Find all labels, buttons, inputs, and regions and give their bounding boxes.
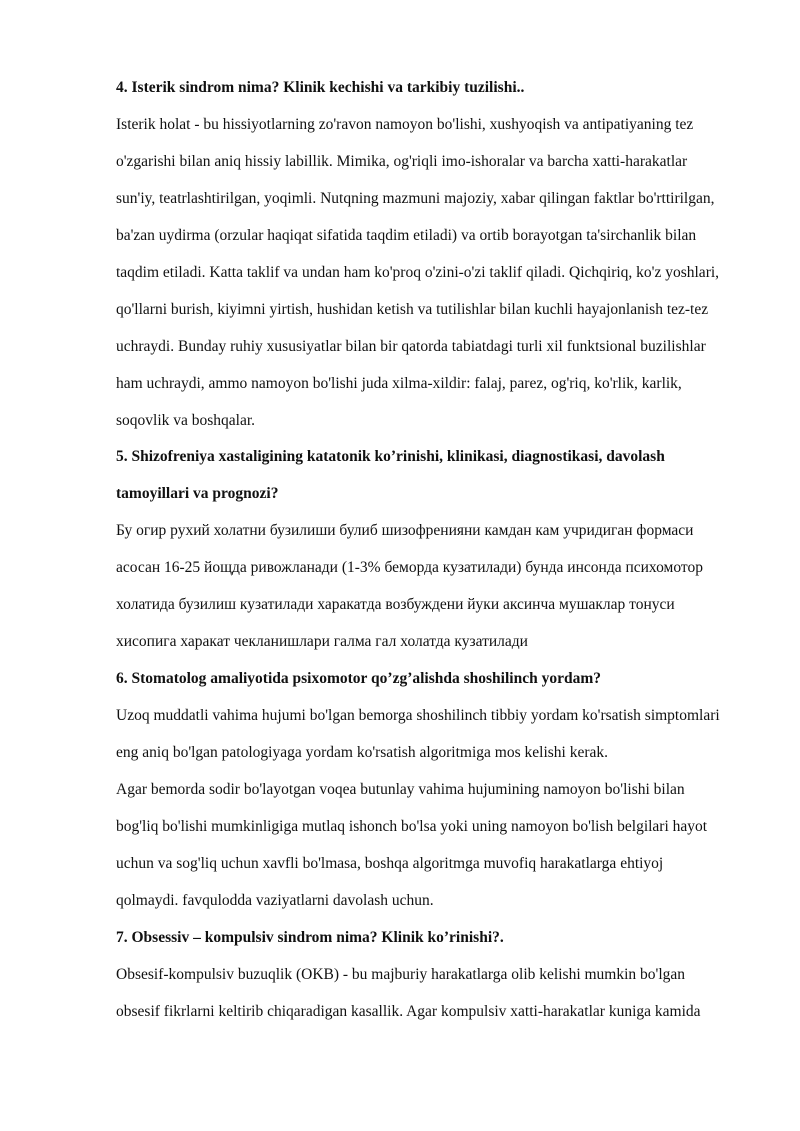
section-4-text-line: uchraydi. Bunday ruhiy xususiyatlar bilan bir qatorda tabiatdagi turli xil funktsional buzilishlar [116, 338, 706, 355]
section-6-text-line: qolmaydi. favqulodda vaziyatlarni davolash uchun. [116, 892, 434, 909]
section-7-heading: 7. Obsessiv – kompulsiv sindrom nima? Klinik ko’rinishi?. [116, 929, 504, 946]
section-4-text-line: Isterik holat - bu hissiyotlarning zo'ravon namoyon bo'lishi, xushyoqish va antipatiyaning tez [116, 116, 694, 133]
section-7-text-line: Obsesif-kompulsiv buzuqlik (OKB) - bu majburiy harakatlarga olib kelishi mumkin bo'lgan [116, 966, 686, 983]
section-4-text-line: o'zgarishi bilan aniq hissiy labillik. Mimika, og'riqli imo-ishoralar va barcha xatti-harakatlar [116, 153, 688, 170]
section-4-text-line: taqdim etiladi. Katta taklif va undan ham ko'proq o'zini-o'zi taklif qiladi. Qichqiriq, ko'z yoshlari, [116, 264, 720, 281]
section-4-text-line: ba'zan uydirma (orzular haqiqat sifatida taqdim etiladi) va ortib borayotgan ta'sirchanlik bilan [116, 227, 697, 244]
section-5-heading: tamoyillari va prognozi? [116, 485, 279, 502]
section-5-text-line: хисопига харакат чекланишлари галма гал холатда кузатилади [116, 633, 528, 650]
section-7-text-line: obsesif fikrlarni keltirib chiqaradigan kasallik. Agar kompulsiv xatti-harakatlar kuniga kamida [116, 1003, 701, 1020]
section-6-heading: 6. Stomatolog amaliyotida psixomotor qo’zg’alishda shoshilinch yordam? [116, 670, 601, 687]
section-6-text-line: bog'liq bo'lishi mumkinligiga mutlaq ishonch bo'lsa yoki uning namoyon bo'lish belgilari hayot [116, 818, 708, 835]
section-5-text-line: Бу огир рухий холатни бузилиши булиб шизофренияни камдан кам учридиган формаси [116, 522, 694, 539]
section-5-text-line: асосан 16-25 йощда ривожланади (1-3% беморда кузатилади) бунда инсонда психомотор [116, 559, 703, 576]
section-4-text-line: soqovlik va boshqalar. [116, 412, 256, 429]
section-4-text-line: qo'llarni burish, kiyimni yirtish, hushidan ketish va tutilishlar bilan kuchli hayajonlanish tez-tez [116, 301, 709, 318]
section-6-text-line: Agar bemorda sodir bo'layotgan voqea butunlay vahima hujumining namoyon bo'lishi bilan [116, 781, 685, 798]
section-4-text-line: sun'iy, teatrlashtirilgan, yoqimli. Nutqning mazmuni majoziy, xabar qilingan faktlar bo'rttirilgan, [116, 190, 715, 207]
section-4-heading: 4. Isterik sindrom nima? Klinik kechishi va tarkibiy tuzilishi.. [116, 79, 525, 96]
section-5-text-line: холатида бузилиш кузатилади харакатда возбуждени йуки аксинча мушаклар тонуси [116, 596, 675, 613]
section-6-text-line: Uzoq muddatli vahima hujumi bo'lgan bemorga shoshilinch tibbiy yordam ko'rsatish simptomlari [116, 707, 720, 724]
section-4-text-line: ham uchraydi, ammo namoyon bo'lishi juda xilma-xildir: falaj, parez, og'riq, ko'rlik, karlik, [116, 375, 682, 392]
section-6-text-line: uchun va sog'liq uchun xavfli bo'lmasa, boshqa algoritmga muvofiq harakatlarga ehtiyoj [116, 855, 664, 872]
section-5-heading: 5. Shizofreniya xastaligining katatonik ko’rinishi, klinikasi, diagnostikasi, davolash [116, 448, 665, 465]
section-6-text-line: eng aniq bo'lgan patologiyaga yordam ko'rsatish algoritmiga mos kelishi kerak. [116, 744, 609, 761]
